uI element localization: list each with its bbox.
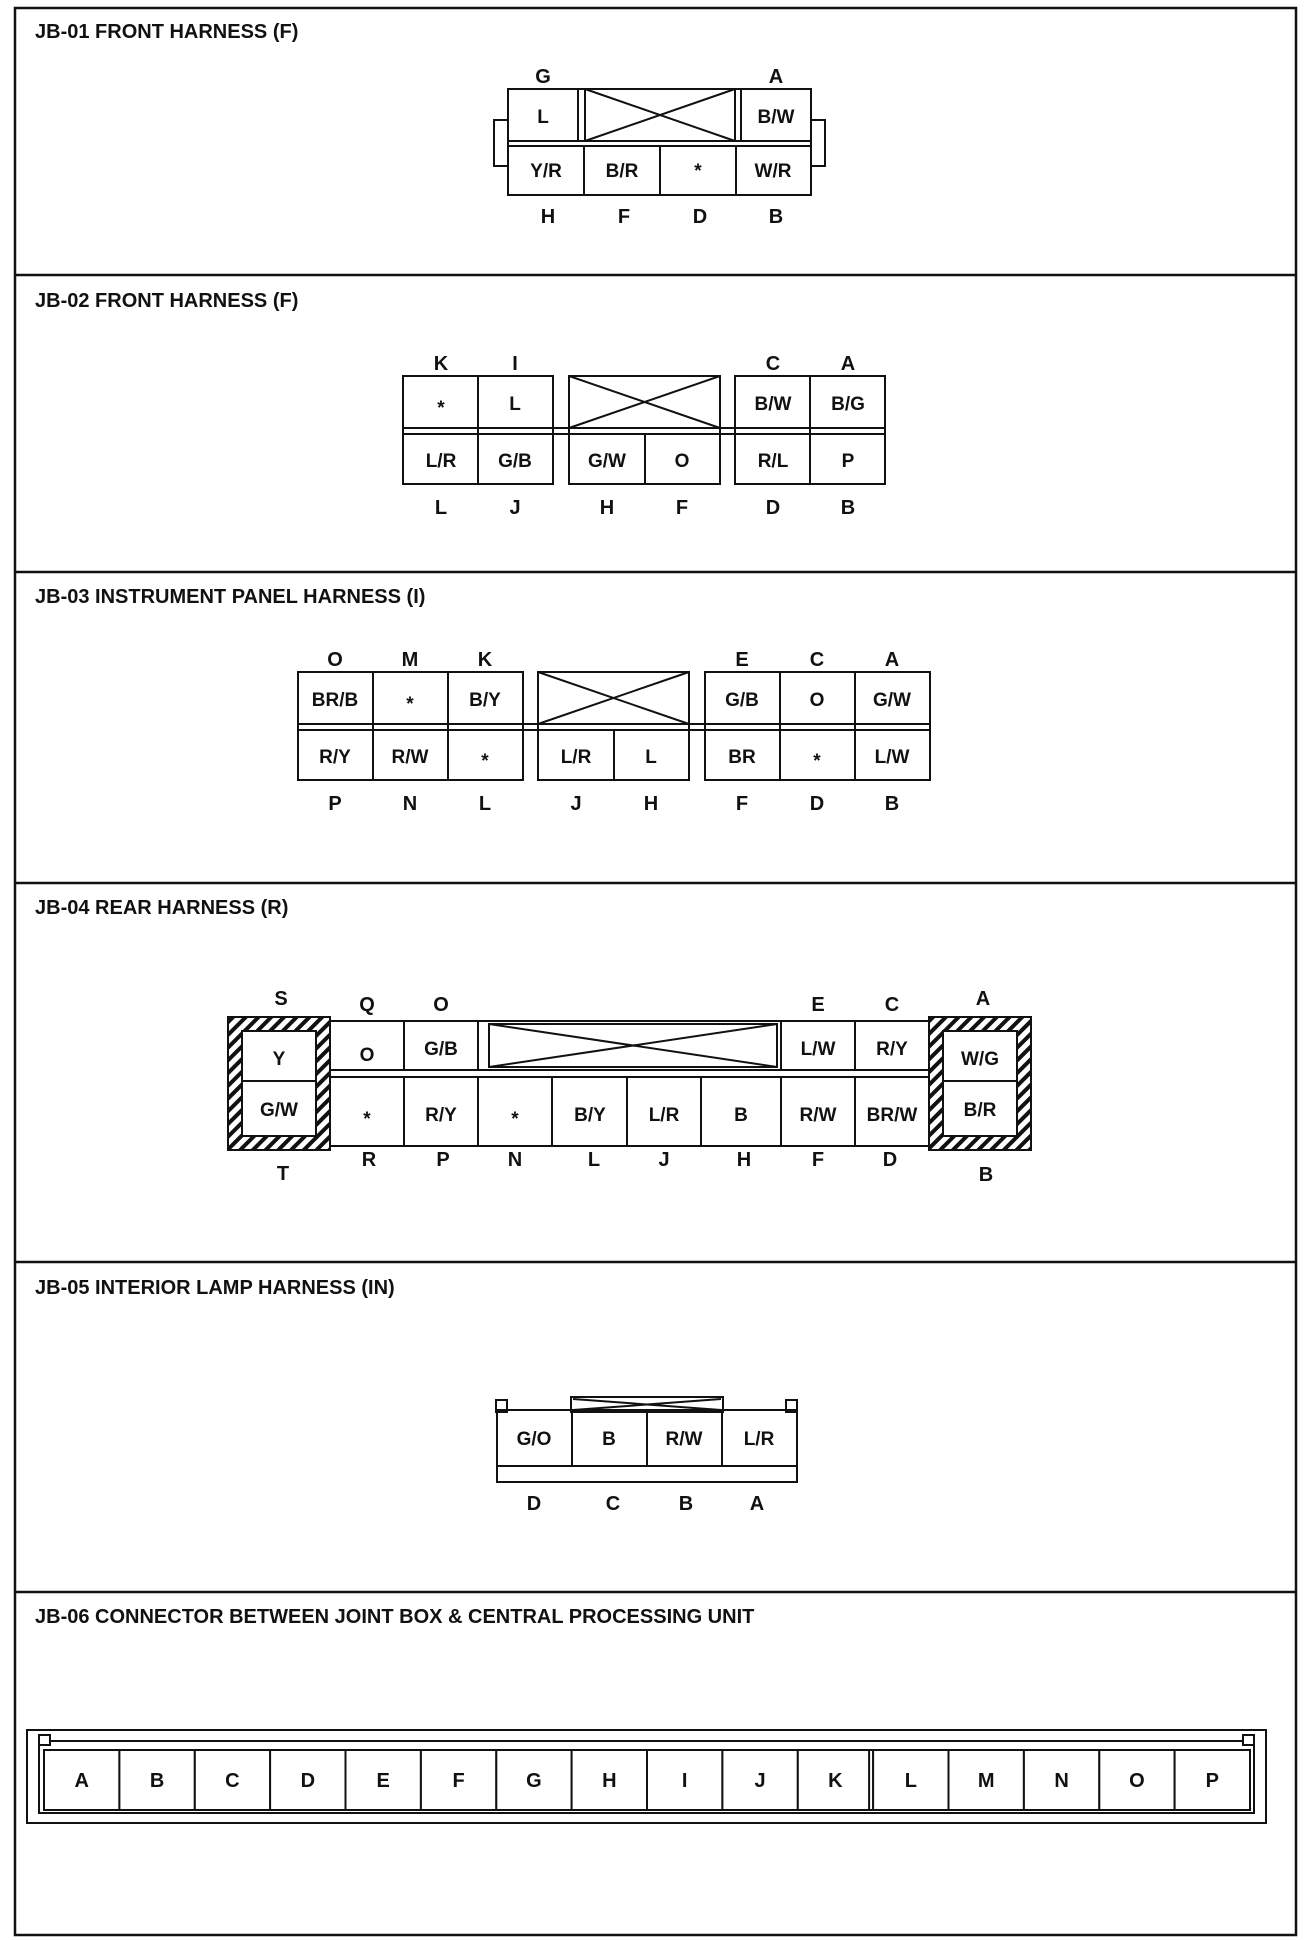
pin-label-top: A xyxy=(884,649,900,671)
wire-color-cell: G/O xyxy=(516,1429,552,1450)
pin-label-bottom: D xyxy=(809,793,825,815)
section-title-jb02: JB-02 FRONT HARNESS (F) xyxy=(35,290,299,312)
wire-color-cell: G/W xyxy=(588,451,626,472)
pin-label-top: Q xyxy=(359,994,375,1016)
wire-color-cell: B/W xyxy=(757,107,795,128)
wire-color-cell: R/L xyxy=(757,451,789,472)
section-title-jb04: JB-04 REAR HARNESS (R) xyxy=(35,897,289,919)
pin-label-bottom: P xyxy=(328,793,342,815)
pin-label-top: O xyxy=(327,649,343,671)
wire-color-cell: G/W xyxy=(873,690,911,711)
pin-cell-label: F xyxy=(452,1770,465,1792)
pin-label-bottom: B xyxy=(768,206,784,228)
pin-label-top: C xyxy=(765,353,781,375)
connector-tab-left xyxy=(39,1735,50,1745)
wire-color-cell: B/Y xyxy=(574,1105,606,1126)
wire-color-cell: B/G xyxy=(831,394,865,415)
connector-tab-right xyxy=(1243,1735,1254,1745)
wire-color-cell: B/R xyxy=(605,161,639,182)
pin-label-top: S xyxy=(274,988,288,1010)
pin-cell-label: B xyxy=(149,1770,165,1792)
wire-color-cell: B/Y xyxy=(469,690,501,711)
pin-label-bottom: B xyxy=(884,793,900,815)
wire-color-cell: P xyxy=(841,451,855,472)
wire-color-cell: G/B xyxy=(424,1039,458,1060)
wire-color-cell: L/R xyxy=(425,451,457,472)
pin-label-bottom: B xyxy=(978,1164,994,1186)
wire-color-cell: L/R xyxy=(648,1105,680,1126)
wire-color-cell: B xyxy=(602,1429,616,1450)
wire-color-cell: * xyxy=(437,398,445,419)
wire-color-cell: L xyxy=(509,394,521,415)
wire-color-cell: B/W xyxy=(754,394,792,415)
wire-color-cell: R/Y xyxy=(319,747,351,768)
jb03-text xyxy=(312,649,911,815)
wire-color-cell: L/R xyxy=(560,747,592,768)
pin-cell-label: A xyxy=(74,1770,89,1792)
wire-color-cell: L/W xyxy=(874,747,910,768)
wire-color-cell: O xyxy=(359,1045,375,1066)
wire-color-cell: R/Y xyxy=(876,1039,908,1060)
wire-color-cell: L/R xyxy=(743,1429,775,1450)
pin-label-bottom: J xyxy=(658,1149,670,1171)
connector-main-body xyxy=(330,1021,929,1146)
pin-label-top: O xyxy=(433,994,449,1016)
wire-color-cell: L xyxy=(645,747,657,768)
pin-label-bottom: J xyxy=(570,793,582,815)
pin-label-bottom: L xyxy=(478,793,492,815)
pin-label-bottom: D xyxy=(692,206,708,228)
pin-label-bottom: R xyxy=(361,1149,377,1171)
pin-cell-label: P xyxy=(1205,1770,1219,1792)
pin-label-bottom: N xyxy=(402,793,418,815)
wire-color-cell: L xyxy=(537,107,549,128)
pin-label-top: K xyxy=(477,649,493,671)
pin-label-bottom: F xyxy=(675,497,689,519)
wire-color-cell: W/G xyxy=(961,1049,999,1070)
pin-label-bottom: J xyxy=(509,497,521,519)
pin-label-top: E xyxy=(735,649,749,671)
pin-label-bottom: B xyxy=(678,1493,694,1515)
wire-color-cell: B/R xyxy=(963,1100,997,1121)
wire-color-cell: O xyxy=(674,451,690,472)
pin-label-bottom: H xyxy=(736,1149,752,1171)
pin-label-top: A xyxy=(768,66,784,88)
pin-label-bottom: H xyxy=(540,206,556,228)
wire-color-cell: Y xyxy=(272,1049,286,1070)
pin-label-bottom: H xyxy=(643,793,659,815)
pin-label-bottom: F xyxy=(735,793,749,815)
pin-label-bottom: L xyxy=(434,497,448,519)
pin-cell-label: H xyxy=(602,1770,617,1792)
pin-label-top: G xyxy=(535,66,551,88)
pin-cell-label: K xyxy=(828,1770,843,1792)
pin-label-bottom: F xyxy=(811,1149,825,1171)
pin-label-bottom: N xyxy=(507,1149,523,1171)
pin-cell-label: O xyxy=(1129,1770,1145,1792)
jb06-pin-row xyxy=(44,1750,1250,1810)
wire-color-cell: R/W xyxy=(391,747,429,768)
pin-cell-label: L xyxy=(904,1770,917,1792)
wire-color-cell: B xyxy=(734,1105,748,1126)
wire-color-cell: L/W xyxy=(800,1039,836,1060)
pin-label-bottom: D xyxy=(765,497,781,519)
pin-cell-label: I xyxy=(681,1770,688,1792)
wire-color-cell: W/R xyxy=(754,161,792,182)
wire-color-cell: * xyxy=(813,751,821,772)
pin-label-bottom: D xyxy=(882,1149,898,1171)
wire-color-cell: * xyxy=(481,751,489,772)
wire-color-cell: O xyxy=(809,690,825,711)
pin-label-bottom: F xyxy=(617,206,631,228)
connector-jb04 xyxy=(228,1017,1031,1150)
pin-label-top: E xyxy=(811,994,825,1016)
connector-latch-left xyxy=(494,120,508,166)
connector-latch-right xyxy=(811,120,825,166)
pin-label-bottom: T xyxy=(276,1163,290,1185)
pin-label-bottom: C xyxy=(605,1493,621,1515)
pin-label-top: M xyxy=(401,649,419,671)
jb04-text xyxy=(260,988,999,1186)
wire-color-cell: R/Y xyxy=(425,1105,457,1126)
pin-label-top: A xyxy=(975,988,991,1010)
section-title-jb05: JB-05 INTERIOR LAMP HARNESS (IN) xyxy=(35,1277,395,1299)
pin-cell-label: N xyxy=(1054,1770,1069,1792)
pin-label-top: I xyxy=(512,353,518,375)
jb05-text xyxy=(517,1429,775,1515)
wire-color-cell: BR xyxy=(728,747,756,768)
pin-label-top: C xyxy=(809,649,825,671)
wire-color-cell: * xyxy=(511,1109,519,1130)
pin-cell-label: J xyxy=(754,1770,766,1792)
wire-color-cell: BR/W xyxy=(866,1105,918,1126)
pin-label-top: K xyxy=(433,353,449,375)
pin-cell-label: E xyxy=(376,1770,390,1792)
pin-cell-label: D xyxy=(300,1770,316,1792)
section-title-jb03: JB-03 INSTRUMENT PANEL HARNESS (I) xyxy=(35,586,426,608)
wire-color-cell: Y/R xyxy=(530,161,562,182)
pin-label-bottom: A xyxy=(749,1493,765,1515)
wire-color-cell: * xyxy=(406,694,414,715)
section-title-jb01: JB-01 FRONT HARNESS (F) xyxy=(35,21,299,43)
pin-cell-label: C xyxy=(225,1770,240,1792)
pin-label-top: A xyxy=(840,353,856,375)
pin-label-top: C xyxy=(884,994,900,1016)
wire-color-cell: G/B xyxy=(725,690,759,711)
wire-color-cell: G/W xyxy=(260,1100,298,1121)
connector-jb02 xyxy=(403,376,885,484)
pin-label-bottom: D xyxy=(526,1493,542,1515)
wire-color-cell: * xyxy=(694,161,702,182)
section-title-jb06: JB-06 CONNECTOR BETWEEN JOINT BOX & CENTRAL PROCESSING UNIT xyxy=(35,1606,755,1628)
wire-color-cell: * xyxy=(363,1109,371,1130)
pin-cell-label: G xyxy=(526,1770,542,1792)
pin-cell-label: M xyxy=(977,1770,995,1792)
wire-color-cell: G/B xyxy=(498,451,532,472)
wire-color-cell: R/W xyxy=(799,1105,837,1126)
wire-color-cell: R/W xyxy=(665,1429,703,1450)
pin-label-bottom: H xyxy=(599,497,615,519)
pin-label-bottom: P xyxy=(436,1149,450,1171)
pin-label-bottom: B xyxy=(840,497,856,519)
wire-color-cell: BR/B xyxy=(311,690,359,711)
pin-label-bottom: L xyxy=(587,1149,601,1171)
